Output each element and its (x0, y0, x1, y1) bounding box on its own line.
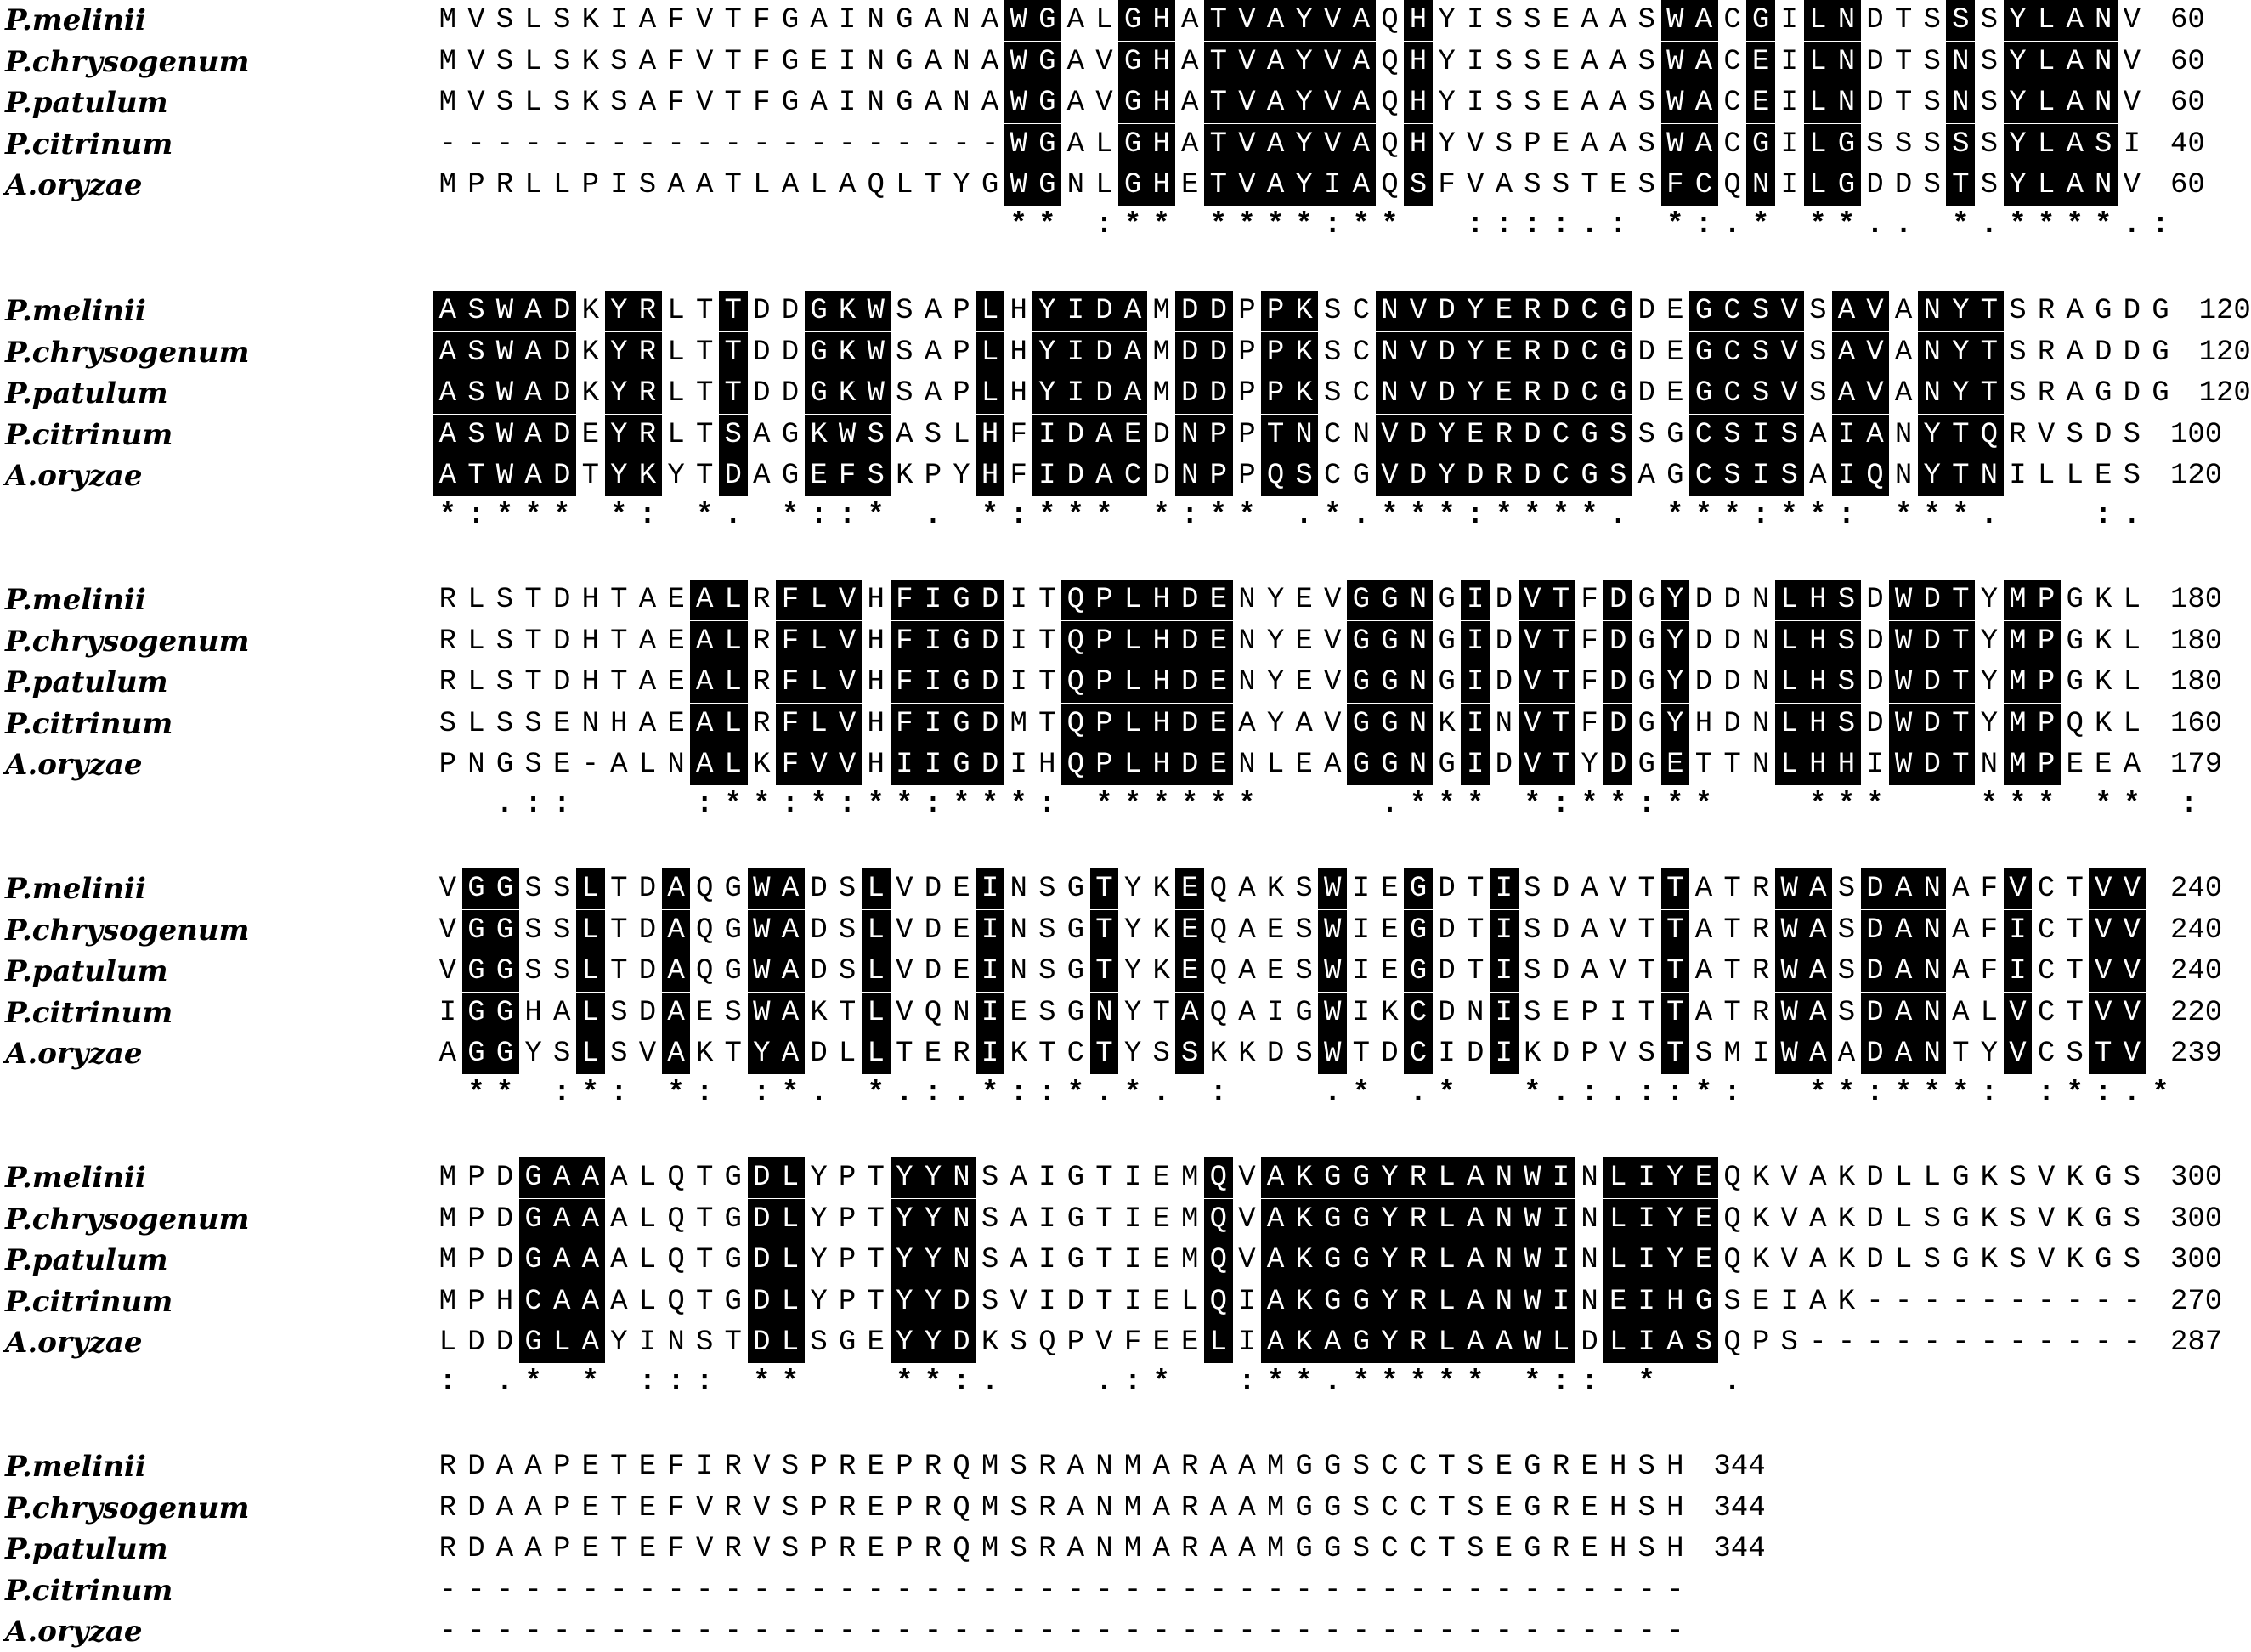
species-label: A.oryzae (5, 1615, 143, 1649)
residue-count: 160 (2170, 707, 2223, 740)
alignment-row (0, 1199, 2223, 1240)
alignment-row (0, 1570, 1866, 1611)
alignment-row (0, 291, 2251, 331)
alignment-row (0, 951, 2223, 992)
species-label: P.chrysogenum (5, 1491, 250, 1525)
species-label: P.melinii (5, 872, 146, 906)
species-label: P.patulum (5, 954, 168, 989)
sequence-text: M V S L S K S A F V T F G A I N G A N A W G A V G H A T V A Y V A Q H Y I S S E A A S W A C E I L N D T S N S Y L A N V (433, 82, 2146, 123)
alignment-row (0, 1488, 1866, 1529)
species-label: A.oryzae (5, 1037, 143, 1072)
sequence-text: V G G S S L T D A Q G W A D S L V D E I N S G T Y K E Q A E S W I E G D T I S D A V T T A T R W A S D A N A F I C T V V (433, 910, 2146, 951)
species-label: P.citrinum (5, 995, 173, 1030)
alignment-row (0, 415, 2223, 455)
sequence-text: A S W A D K Y R L T T D D G K W S A P L H Y I D A M D D P P K S C N V D Y E R D C G D E G C S V S A V A N Y T S R A G D G (433, 291, 2175, 331)
residue-count: 60 (2170, 169, 2205, 202)
residue-count: 40 (2170, 127, 2205, 161)
sequence-text: - - - - - - - - - - - - - - - - - - - - W G A L G H A T V A Y V A Q H Y V S P E A A S W A C G I L G S S S S S Y L A S I (433, 124, 2146, 165)
alignment-row (0, 621, 2223, 662)
sequence-text: M V S L S K S A F V T F G E I N G A N A W G A V G H A T V A Y V A Q H Y I S S E A A S W A C E I L N D T S N S Y L A N V (433, 42, 2146, 82)
conservation-line: . : : : * * : * : * * : * * * : * * * * * * . * * * * : * * : * * * * * * * * * * : (495, 789, 2198, 821)
alignment-row (0, 580, 2223, 620)
residue-count: 287 (2170, 1327, 2223, 1360)
alignment-row (0, 82, 2205, 123)
alignment-row (0, 42, 2205, 82)
sequence-text: - - - - - - - - - - - - - - - - - - - - - - - - - - - - - - - - - - - - - - - - - - - - (438, 1615, 1684, 1649)
sequence-text: A S W A D E Y R L T S A G K W S A S L H F I D A E D N P P T N C N V D Y E R D C G S S G C S I S A I A N Y T Q R V S D S (433, 415, 2146, 455)
residue-count: 300 (2170, 1202, 2223, 1236)
residue-count: 100 (2170, 418, 2223, 451)
sequence-text: A S W A D K Y R L T T D D G K W S A P L H Y I D A M D D P P K S C N V D Y E R D C G D E G C S V S A V A N Y T S R A D D G (433, 332, 2175, 373)
sequence-text: M P D G A A A L Q T G D L Y P T Y Y N S A I G T I E M Q V A K G G Y R L A N W I N L I Y E Q K V A K D L S G K S V K G S (433, 1199, 2146, 1240)
residue-count: 120 (2198, 377, 2251, 410)
species-label: A.oryzae (5, 1326, 143, 1361)
sequence-text: A S W A D K Y R L T T D D G K W S A P L H Y I D A M D D P P K S C N V D Y E R D C G D E G C S V S A V A N Y T S R A G D G (433, 373, 2175, 414)
alignment-row (0, 455, 2223, 496)
species-label: P.chrysogenum (5, 335, 250, 370)
sequence-text: P N G S E - A L N A L K F V V H I I G D I H Q P L H D E N L E A G G N G I D V T Y D G E T T N L H H I W D T N M P E E A (433, 744, 2146, 785)
species-label: P.citrinum (5, 1573, 173, 1608)
species-label: A.oryzae (5, 748, 143, 783)
residue-count: 344 (1713, 1491, 1766, 1525)
species-label: P.melinii (5, 294, 146, 328)
sequence-text: - - - - - - - - - - - - - - - - - - - - - - - - - - - - - - - - - - - - - - - - - - - - (438, 1574, 1684, 1607)
sequence-text: R D A A P E T E F I R V S P R E P R Q M S R A N M A R A A M G G S C C T S E G R E H S H (438, 1451, 1684, 1483)
species-label: P.patulum (5, 1532, 168, 1567)
residue-count: 120 (2198, 295, 2251, 327)
residue-count: 60 (2170, 4, 2205, 37)
alignment-row (0, 332, 2251, 373)
residue-count: 239 (2170, 1038, 2223, 1071)
residue-count: 120 (2198, 336, 2251, 369)
sequence-text: V G G S S L T D A Q G W A D S L V D E I N S G T Y K E Q A K S W I E G D T I S D A V T T A T R W A S D A N A F V C T V V (433, 868, 2146, 909)
species-label: P.citrinum (5, 1284, 173, 1319)
sequence-text: M P D G A A A L Q T G D L Y P T Y Y N S A I G T I E M Q V A K G G Y R L A N W I N L I Y E Q K V A K D L S G K S V K G S (433, 1240, 2146, 1281)
conservation-line: * * : * * * * * * : * * : : : : . : * : . * * * . . * . * * * * . : (1010, 209, 2169, 241)
species-label: P.melinii (5, 1450, 146, 1484)
residue-count: 220 (2170, 996, 2223, 1029)
alignment-row (0, 1322, 2223, 1363)
residue-count: 240 (2170, 914, 2223, 947)
residue-count: 240 (2170, 873, 2223, 905)
species-label: P.chrysogenum (5, 1202, 250, 1236)
alignment-row (0, 0, 2205, 41)
alignment-row (0, 868, 2223, 909)
sequence-text: A G G Y S L S V A K T Y A D L L T E R I K T C T Y S S K K D S W T D C I D I K D P V S T S M I W A A D A N T Y V C S T V (433, 1033, 2146, 1074)
alignment-row (0, 165, 2205, 206)
species-label: P.chrysogenum (5, 44, 250, 79)
sequence-text: R D A A P E T E F V R V S P R E P R Q M S R A N M A R A A M G G S C C T S E G R E H S H (438, 1491, 1684, 1525)
species-label: P.patulum (5, 86, 168, 121)
sequence-text: L D D G L A Y I N S T D L S G E Y Y D K S Q P V F E E L I A K A G Y R L A A W L D L I A S Q P S - - - - - - - - - - - - (433, 1322, 2146, 1363)
alignment-row (0, 744, 2223, 785)
alignment-row (0, 1281, 2223, 1322)
alignment-row (0, 373, 2251, 414)
residue-count: 300 (2170, 1244, 2223, 1277)
residue-count: 180 (2170, 666, 2223, 699)
alignment-row (0, 1240, 2223, 1281)
residue-count: 344 (1713, 1533, 1766, 1566)
species-label: P.patulum (5, 376, 168, 411)
species-label: P.melinii (5, 583, 146, 617)
sequence-text: M P R L L P I S A A T L A L A Q L T Y G W G N L G H E T V A Y I A Q S F V A S S T E S F C Q N I L G D D S T S Y L A N V (433, 165, 2146, 206)
sequence-text: A T W A D T Y K Y T D A G E F S K P Y H F I D A C D N P P Q S C G V D Y D R D C G S A G C S I S A I Q N Y T N I L L E S (433, 455, 2146, 496)
sequence-text: M V S L S K I A F V T F G A I N G A N A W G A L G H A T V A Y V A Q H Y I S S E A A S W A C G I L N D T S S S Y L A N V (433, 0, 2146, 41)
alignment-row (0, 910, 2223, 951)
alignment-row (0, 1611, 1866, 1652)
residue-count: 300 (2170, 1162, 2223, 1194)
alignment-row (0, 1033, 2223, 1074)
sequence-text: R L S T D H T A E A L R F L V H F I G D I T Q P L H D E N Y E V G G N G I D V T F D G Y D D N L H S D W D T Y M P G K L (433, 580, 2146, 620)
species-label: P.citrinum (5, 127, 173, 161)
alignment-row (0, 124, 2205, 165)
species-label: P.melinii (5, 3, 146, 37)
sequence-text: R L S T D H T A E A L R F L V H F I G D I T Q P L H D E N Y E V G G N G I D V T F D G Y D D N L H S D W D T Y M P G K L (433, 621, 2146, 662)
residue-count: 120 (2170, 460, 2223, 493)
residue-count: 60 (2170, 87, 2205, 120)
sequence-text: S L S S E N H A E A L R F L V H F I G D M T Q P L H D E A Y A V G G N K I N V T F D G Y H D N L H S D W D T Y M P Q K L (433, 704, 2146, 744)
species-label: P.patulum (5, 665, 168, 700)
alignment-row (0, 993, 2223, 1033)
species-label: A.oryzae (5, 168, 143, 203)
residue-count: 270 (2170, 1285, 2223, 1318)
species-label: P.melinii (5, 1161, 146, 1195)
residue-count: 180 (2170, 625, 2223, 658)
alignment-row (0, 662, 2223, 703)
sequence-text: M P H C A A A L Q T G D L Y P T Y Y D S V I D T I E L Q I A K G G Y R L A N W I N E I H G S E I A K - - - - - - - - - - (433, 1281, 2146, 1322)
residue-count: 344 (1713, 1451, 1766, 1483)
alignment-row (0, 1529, 1866, 1570)
species-label: P.chrysogenum (5, 913, 250, 948)
alignment-row (0, 704, 2223, 744)
residue-count: 180 (2170, 584, 2223, 616)
residue-count: 240 (2170, 955, 2223, 988)
species-label: P.citrinum (5, 417, 173, 452)
species-label: P.citrinum (5, 706, 173, 741)
sequence-text: V G G S S L T D A Q G W A D S L V D E I N S G T Y K E Q A E S W I E G D T I S D A V T T A T R W A S D A N A F I C T V V (433, 951, 2146, 992)
conservation-line: * * : * : * : : * . * . : . * : : * . * . : . * . * * . : . : : * : * * : * * * : : * : . * (467, 1078, 2169, 1110)
alignment-row (0, 1446, 1866, 1487)
residue-count: 179 (2170, 749, 2223, 782)
conservation-line: : . * * : : : * * * * : . . : * : * * . * * * * * * : : * . (438, 1366, 1741, 1399)
species-label: A.oryzae (5, 459, 143, 494)
sequence-text: R D A A P E T E F V R V S P R E P R Q M S R A N M A R A A M G G S C C T S E G R E H S H (438, 1533, 1684, 1566)
alignment-row (0, 1157, 2223, 1198)
conservation-line: * : * * * * : * . * : : * . * : * * * * : * * . * . * * * : * * * * . * * * : * * : * * * . : . (438, 500, 2141, 532)
sequence-text: M P D G A A A L Q T G D L Y P T Y Y N S A I G T I E M Q V A K G G Y R L A N W I N L I Y E Q K V A K D L L G K S V K G S (433, 1157, 2146, 1198)
species-label: P.patulum (5, 1243, 168, 1278)
residue-count: 60 (2170, 45, 2205, 78)
sequence-text: I G G H A L S D A E S W A K T L V Q N I E S G N Y T A Q A I G W I K C D N I S E P I T T A T R W A S D A N A L V C T V V (433, 993, 2146, 1033)
species-label: P.chrysogenum (5, 624, 250, 659)
sequence-text: R L S T D H T A E A L R F L V H F I G D I T Q P L H D E N Y E V G G N G I D V T F D G Y D D N L H S D W D T Y M P G K L (433, 662, 2146, 703)
